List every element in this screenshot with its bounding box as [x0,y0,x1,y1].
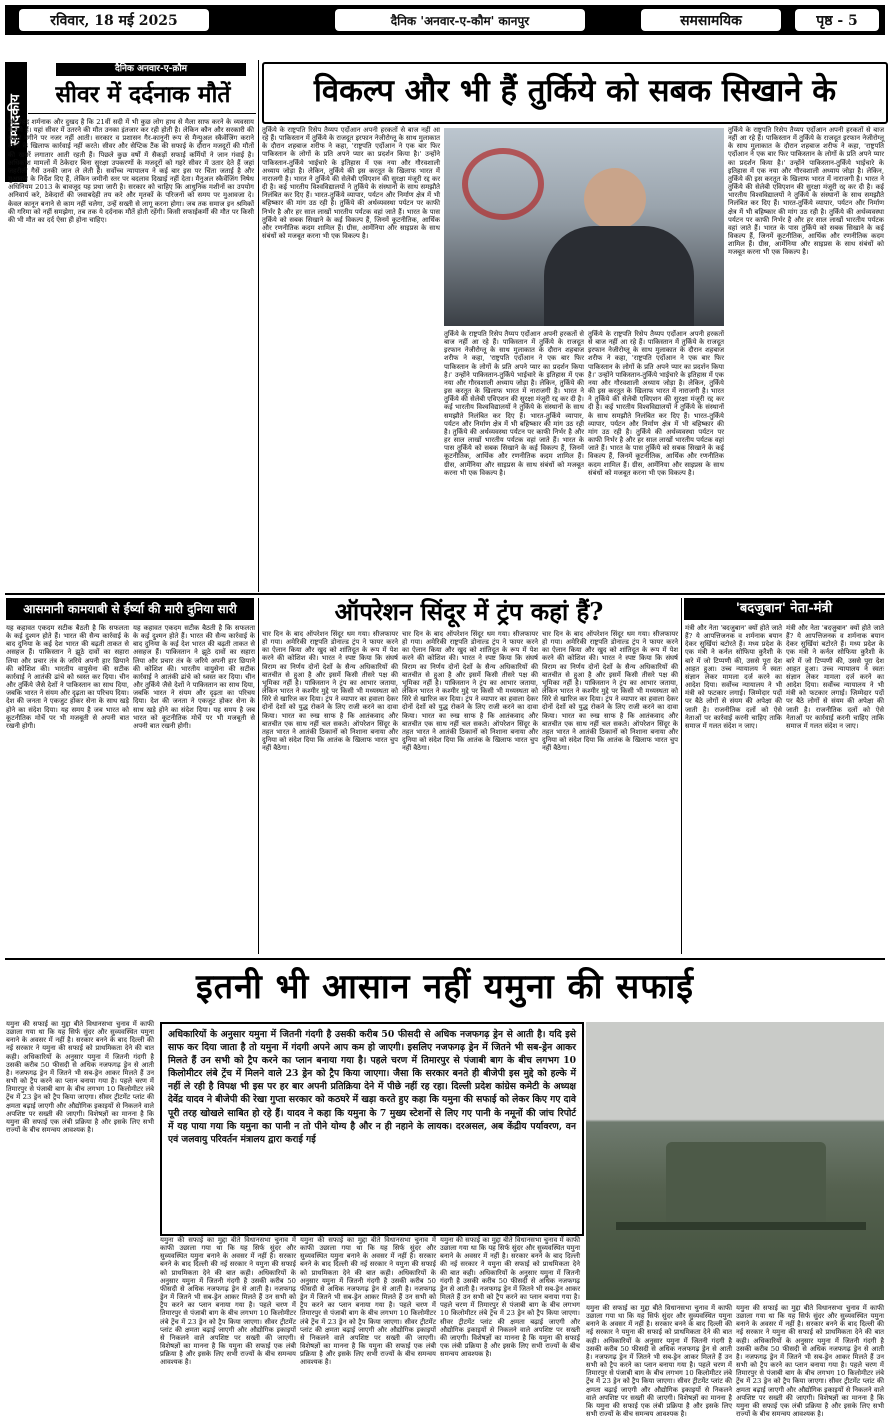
yamuna-body-col-3: यमुना की सफाई का मुद्दा बीते विधानसभा चुनाव में काफी उछाला गया था कि यह सिर्फ सुंदर और सुव्यवस्थित यमुना बनाने के अवसर में नहीं है। सरकार बनने के बाद दिल्ली की नई सरकार ने यमुना की सफाई को प्राथमिकता देने की बात कही। अधिकारियों के अनुसार यमुना में जितनी गंदगी है उसकी करीब 50 फीसदी से अधिक नजफगढ़ ड्रेन से आती है। नजफगढ़ ड्रेन में जितने भी सब-ड्रेन आकर मिलते हैं उन सभी को ट्रैप करने का प्लान बनाया गया है। पहले चरण में तिमारपुर से पंजाबी बाग के बीच लगभग 10 किलोमीटर लंबे ट्रेंच में 23 ड्रेन को ट्रैप किया जाएगा। सीवर ट्रीटमेंट प्लांट की क्षमता बढ़ाई जाएगी और औद्योगिक इकाइयों से निकलने वाले अपशिष्ट पर सख्ती की जाएगी। विशेषज्ञों का मानना है कि यमुना की सफाई एक लंबी प्रक्रिया है और इसके लिए सभी राज्यों के बीच समन्वय आवश्यक है। [300,1236,436,1367]
divider [28,113,256,114]
left-article-headline: आसमानी कामयाबी से ईर्ष्या की मारी दुनिया सारी [23,602,237,616]
right-article-headline: 'बदजुबान' नेता-मंत्री [735,601,833,616]
yamuna-body-col-5: यमुना की सफाई का मुद्दा बीते विधानसभा चुनाव में काफी उछाला गया था कि यह सिर्फ सुंदर और सुव्यवस्थित यमुना बनाने के अवसर में नहीं है। सरकार बनने के बाद दिल्ली की नई सरकार ने यमुना की सफाई को प्राथमिकता देने की बात कही। अधिकारियों के अनुसार यमुना में जितनी गंदगी है उसकी करीब 50 फीसदी से अधिक नजफगढ़ ड्रेन से आती है। नजफगढ़ ड्रेन में जितने भी सब-ड्रेन आकर मिलते हैं उन सभी को ट्रैप करने का प्लान बनाया गया है। पहले चरण में तिमारपुर से पंजाबी बाग के बीच लगभग 10 किलोमीटर लंबे ट्रेंच में 23 ड्रेन को ट्रैप किया जाएगा। सीवर ट्रीटमेंट प्लांट की क्षमता बढ़ाई जाएगी और औद्योगिक इकाइयों से निकलने वाले अपशिष्ट पर सख्ती की जाएगी। विशेषज्ञों का मानना है कि यमुना की सफाई एक लंबी प्रक्रिया है और इसके लिए सभी राज्यों के बीच समन्वय आवश्यक है। [586,1304,732,1418]
section-name: समसामयिक [641,9,781,31]
newspaper-name: दैनिक 'अनवार-ए-कौम' कानपुर [335,9,585,31]
lead-body-col-1: तुर्किये के राष्ट्रपति रिसेप तैय्यप एर्दोआन अपनी हरकतों से बाज नहीं आ रहे हैं। पाकिस्तान में तुर्किये के राजदूत इरफान नेजीरोग्लू के साथ मुलाकात के दौरान शहबाज शरीफ ने कहा, 'राष्ट्रपति एर्दोआन ने एक बार फिर पाकिस्तान के लोगों के प्रति अपने प्यार का प्रदर्शन किया है।' उन्होंने पाकिस्तान-तुर्किये भाईचारे के इतिहास में एक नया और गौरवशाली अध्याय जोड़ा है। लेकिन, तुर्किये की इस करतूत के खिलाफ भारत में नाराजगी है। भारत ने तुर्किये की सेलेबी एविएशन की सुरक्षा मंजूरी रद्द कर दी है। कई भारतीय विश्वविद्यालयों ने तुर्किये के संस्थानों के साथ समझौते निलंबित कर दिए हैं। भारत-तुर्किये व्यापार, पर्यटन और निर्माण क्षेत्र में भी बहिष्कार की मांग उठ रही है। तुर्किये की अर्थव्यवस्था पर्यटन पर काफी निर्भर है और हर साल लाखों भारतीय पर्यटक वहां जाते हैं। भारत के पास तुर्किये को सबक सिखाने के कई विकल्प हैं, जिनमें कूटनीतिक, आर्थिक और रणनीतिक कदम शामिल हैं। ग्रीस, आर्मेनिया और साइप्रस के साथ संबंधों को मजबूत करना भी एक विकल्प है। [262,126,440,241]
yamuna-body-col-1: यमुना की सफाई का मुद्दा बीते विधानसभा चुनाव में काफी उछाला गया था कि यह सिर्फ सुंदर और सुव्यवस्थित यमुना बनाने के अवसर में नहीं है। सरकार बनने के बाद दिल्ली की नई सरकार ने यमुना की सफाई को प्राथमिकता देने की बात कही। अधिकारियों के अनुसार यमुना में जितनी गंदगी है उसकी करीब 50 फीसदी से अधिक नजफगढ़ ड्रेन से आती है। नजफगढ़ ड्रेन में जितने भी सब-ड्रेन आकर मिलते हैं उन सभी को ट्रैप करने का प्लान बनाया गया है। पहले चरण में तिमारपुर से पंजाबी बाग के बीच लगभग 10 किलोमीटर लंबे ट्रेंच में 23 ड्रेन को ट्रैप किया जाएगा। सीवर ट्रीटमेंट प्लांट की क्षमता बढ़ाई जाएगी और औद्योगिक इकाइयों से निकलने वाले अपशिष्ट पर सख्ती की जाएगी। विशेषज्ञों का मानना है कि यमुना की सफाई एक लंबी प्रक्रिया है और इसके लिए सभी राज्यों के बीच समन्वय आवश्यक है। [6,1020,154,1135]
yamuna-body-col-6: यमुना की सफाई का मुद्दा बीते विधानसभा चुनाव में काफी उछाला गया था कि यह सिर्फ सुंदर और सुव्यवस्थित यमुना बनाने के अवसर में नहीं है। सरकार बनने के बाद दिल्ली की नई सरकार ने यमुना की सफाई को प्राथमिकता देने की बात कही। अधिकारियों के अनुसार यमुना में जितनी गंदगी है उसकी करीब 50 फीसदी से अधिक नजफगढ़ ड्रेन से आती है। नजफगढ़ ड्रेन में जितने भी सब-ड्रेन आकर मिलते हैं उन सभी को ट्रैप करने का प्लान बनाया गया है। पहले चरण में तिमारपुर से पंजाबी बाग के बीच लगभग 10 किलोमीटर लंबे ट्रेंच में 23 ड्रेन को ट्रैप किया जाएगा। सीवर ट्रीटमेंट प्लांट की क्षमता बढ़ाई जाएगी और औद्योगिक इकाइयों से निकलने वाले अपशिष्ट पर सख्ती की जाएगी। विशेषज्ञों का मानना है कि यमुना की सफाई एक लंबी प्रक्रिया है और इसके लिए सभी राज्यों के बीच समन्वय आवश्यक है। [736,1304,884,1418]
left-article-body-col-2: यह कहावत एकदम सटीक बैठती है कि सफलता के कई दुश्मन होते हैं। भारत की सैन्य कार्रवाई के बाद दुनिया के कई देश भारत की बढ़ती ताकत से असहज हैं। पाकिस्तान ने झूठे दावों का सहारा लिया और प्रचार तंत्र के जरिये अपनी हार छिपाने की कोशिश की। भारतीय वायुसेना की सटीक कार्रवाई ने आतंकी ढांचे को ध्वस्त कर दिया। चीन और तुर्किये जैसे देशों ने पाकिस्तान का साथ दिया, जबकि भारत ने संयम और दृढ़ता का परिचय दिया। देश की जनता ने एकजुट होकर सेना के साथ खड़े होने का संदेश दिया। यह समय है जब भारत को कूटनीतिक मोर्चे पर भी मजबूती से अपनी बात रखनी होगी। [133,624,255,730]
cleaning-machine [666,1142,826,1232]
right-article-headline-bar [684,598,884,620]
operation-body-col-1: चार दिन के बाद ऑपरेशन सिंदूर थम गया। सीजफायर हो गया। अमेरिकी राष्ट्रपति डोनाल्ड ट्रंप ने फायर करने का ऐलान किया और खुद को शांतिदूत के रूप में पेश करने की कोशिश की। भारत ने स्पष्ट किया कि संघर्ष विराम का निर्णय दोनों देशों के सैन्य अधिकारियों की बातचीत से हुआ है और इसमें किसी तीसरे पक्ष की भूमिका नहीं है। पाकिस्तान ने ट्रंप का आभार जताया, लेकिन भारत ने कश्मीर मुद्दे पर किसी भी मध्यस्थता को सिरे से खारिज कर दिया। ट्रंप ने व्यापार का हवाला देकर दोनों देशों को युद्ध रोकने के लिए राजी करने का दावा किया। भारत का रुख साफ है कि आतंकवाद और बातचीत एक साथ नहीं चल सकते। ऑपरेशन सिंदूर के तहत भारत ने आतंकी ठिकानों को निशाना बनाया और दुनिया को संदेश दिया कि आतंक के खिलाफ भारत चुप नहीं बैठेगा। [262,630,398,753]
page-number: पृष्ठ - 5 [795,9,879,31]
lead-body-col-4: तुर्किये के राष्ट्रपति रिसेप तैय्यप एर्दोआन अपनी हरकतों से बाज नहीं आ रहे हैं। पाकिस्तान में तुर्किये के राजदूत इरफान नेजीरोग्लू के साथ मुलाकात के दौरान शहबाज शरीफ ने कहा, 'राष्ट्रपति एर्दोआन ने एक बार फिर पाकिस्तान के लोगों के प्रति अपने प्यार का प्रदर्शन किया है।' उन्होंने पाकिस्तान-तुर्किये भाईचारे के इतिहास में एक नया और गौरवशाली अध्याय जोड़ा है। लेकिन, तुर्किये की इस करतूत के खिलाफ भारत में नाराजगी है। भारत ने तुर्किये की सेलेबी एविएशन की सुरक्षा मंजूरी रद्द कर दी है। कई भारतीय विश्वविद्यालयों ने तुर्किये के संस्थानों के साथ समझौते निलंबित कर दिए हैं। भारत-तुर्किये व्यापार, पर्यटन और निर्माण क्षेत्र में भी बहिष्कार की मांग उठ रही है। तुर्किये की अर्थव्यवस्था पर्यटन पर काफी निर्भर है और हर साल लाखों भारतीय पर्यटक वहां जाते हैं। भारत के पास तुर्किये को सबक सिखाने के कई विकल्प हैं, जिनमें कूटनीतिक, आर्थिक और रणनीतिक कदम शामिल हैं। ग्रीस, आर्मेनिया और साइप्रस के साथ संबंधों को मजबूत करना भी एक विकल्प है। [728,126,884,257]
right-article-body-col-2: मंत्री और नेता 'बदजुबान' क्यों होते जाते हैं? ये आपत्तिजनक व शर्मनाक बयान देकर सुर्खियां बटोरते हैं। मध्य प्रदेश के एक मंत्री ने कर्नल सोफिया कुरैशी के बारे में जो टिप्पणी की, उससे पूरा देश आहत हुआ। उच्च न्यायालय ने स्वतः संज्ञान लेकर मामला दर्ज करने का आदेश दिया। सर्वोच्च न्यायालय ने भी मंत्री को फटकार लगाई। जिम्मेदार पदों पर बैठे लोगों से संयम की अपेक्षा की जाती है। राजनीतिक दलों को ऐसे नेताओं पर कार्रवाई करनी चाहिए ताकि समाज में गलत संदेश न जाए। [786,624,884,730]
lead-photo [444,128,724,326]
lead-headline: विकल्प और भी हैं तुर्किये को सबक सिखाने के [313,73,837,109]
left-article-headline-bar [6,598,254,620]
yamuna-highlight-text: अधिकारियों के अनुसार यमुना में जितनी गंदगी है उसकी करीब 50 फीसदी से अधिक नजफगढ़ ड्रेन से आती है। यदि इसे साफ कर दिया जाता है तो यमुना में गंदगी अपने आप कम हो जाएगी। इसलिए नजफगढ़ ड्रेन में जितने भी सब-ड्रेन आकर मिलते हैं उन सभी को ट्रैप करने का प्लान बनाया गया है। पहले चरण में तिमारपुर से पंजाबी बाग के बीच लगभग 10 किलोमीटर लंबे ट्रेंच में मिलने वाले 23 ड्रेन को ट्रैप किया जाएगा। जैसा कि सरकार बनते ही बीजेपी इस मुद्दे को हल्के में नहीं ले रही है विपक्ष भी इस पर हर बार अपनी प्रतिक्रिया देने में पीछे नहीं रह रहा। दिल्ली प्रदेश कांग्रेस कमेटी के अध्यक्ष देवेंद्र यादव ने बीजेपी की रेखा गुप्ता सरकार को कठघरे में खड़ा करते हुए कहा कि यमुना की सफाई को लेकर किए गए दावे पूरी तरह खोखले साबित हो रहे हैं। यादव ने कहा कि यमुना के 7 मुख्य स्टेशनों से लिए गए पानी के नमूनों की जांच रिपोर्ट में यह पाया गया कि यमुना का पानी न तो पीने योग्य है और न ही नहाने के लायक। दरअसल, अब केंद्रीय पर्यावरण, वन एवं जलवायु परिवर्तन मंत्रालय द्वारा कराई गई [168,1029,576,1145]
yamuna-body-col-4: यमुना की सफाई का मुद्दा बीते विधानसभा चुनाव में काफी उछाला गया था कि यह सिर्फ सुंदर और सुव्यवस्थित यमुना बनाने के अवसर में नहीं है। सरकार बनने के बाद दिल्ली की नई सरकार ने यमुना की सफाई को प्राथमिकता देने की बात कही। अधिकारियों के अनुसार यमुना में जितनी गंदगी है उसकी करीब 50 फीसदी से अधिक नजफगढ़ ड्रेन से आती है। नजफगढ़ ड्रेन में जितने भी सब-ड्रेन आकर मिलते हैं उन सभी को ट्रैप करने का प्लान बनाया गया है। पहले चरण में तिमारपुर से पंजाबी बाग के बीच लगभग 10 किलोमीटर लंबे ट्रेंच में 23 ड्रेन को ट्रैप किया जाएगा। सीवर ट्रीटमेंट प्लांट की क्षमता बढ़ाई जाएगी और औद्योगिक इकाइयों से निकलने वाले अपशिष्ट पर सख्ती की जाएगी। विशेषज्ञों का मानना है कि यमुना की सफाई एक लंबी प्रक्रिया है और इसके लिए सभी राज्यों के बीच समन्वय आवश्यक है। [440,1236,580,1359]
section-divider [5,593,885,595]
column-divider [258,598,259,954]
yamuna-photo [586,1022,884,1300]
right-article-body-col-1: मंत्री और नेता 'बदजुबान' क्यों होते जाते हैं? ये आपत्तिजनक व शर्मनाक बयान देकर सुर्खियां बटोरते हैं। मध्य प्रदेश के एक मंत्री ने कर्नल सोफिया कुरैशी के बारे में जो टिप्पणी की, उससे पूरा देश आहत हुआ। उच्च न्यायालय ने स्वतः संज्ञान लेकर मामला दर्ज करने का आदेश दिया। सर्वोच्च न्यायालय ने भी मंत्री को फटकार लगाई। जिम्मेदार पदों पर बैठे लोगों से संयम की अपेक्षा की जाती है। राजनीतिक दलों को ऐसे नेताओं पर कार्रवाई करनी चाहिए ताकि समाज में गलत संदेश न जाए। [685,624,782,730]
person-body [544,226,694,326]
operation-body-col-3: चार दिन के बाद ऑपरेशन सिंदूर थम गया। सीजफायर हो गया। अमेरिकी राष्ट्रपति डोनाल्ड ट्रंप ने फायर करने का ऐलान किया और खुद को शांतिदूत के रूप में पेश करने की कोशिश की। भारत ने स्पष्ट किया कि संघर्ष विराम का निर्णय दोनों देशों के सैन्य अधिकारियों की बातचीत से हुआ है और इसमें किसी तीसरे पक्ष की भूमिका नहीं है। पाकिस्तान ने ट्रंप का आभार जताया, लेकिन भारत ने कश्मीर मुद्दे पर किसी भी मध्यस्थता को सिरे से खारिज कर दिया। ट्रंप ने व्यापार का हवाला देकर दोनों देशों को युद्ध रोकने के लिए राजी करने का दावा किया। भारत का रुख साफ है कि आतंकवाद और बातचीत एक साथ नहीं चल सकते। ऑपरेशन सिंदूर के तहत भारत ने आतंकी ठिकानों को निशाना बनाया और दुनिया को संदेश दिया कि आतंक के खिलाफ भारत चुप नहीं बैठेगा। [542,630,678,753]
lead-body-col-2: तुर्किये के राष्ट्रपति रिसेप तैय्यप एर्दोआन अपनी हरकतों से बाज नहीं आ रहे हैं। पाकिस्तान में तुर्किये के राजदूत इरफान नेजीरोग्लू के साथ मुलाकात के दौरान शहबाज शरीफ ने कहा, 'राष्ट्रपति एर्दोआन ने एक बार फिर पाकिस्तान के लोगों के प्रति अपने प्यार का प्रदर्शन किया है।' उन्होंने पाकिस्तान-तुर्किये भाईचारे के इतिहास में एक नया और गौरवशाली अध्याय जोड़ा है। लेकिन, तुर्किये की इस करतूत के खिलाफ भारत में नाराजगी है। भारत ने तुर्किये की सेलेबी एविएशन की सुरक्षा मंजूरी रद्द कर दी है। कई भारतीय विश्वविद्यालयों ने तुर्किये के संस्थानों के साथ समझौते निलंबित कर दिए हैं। भारत-तुर्किये व्यापार, पर्यटन और निर्माण क्षेत्र में भी बहिष्कार की मांग उठ रही है। तुर्किये की अर्थव्यवस्था पर्यटन पर काफी निर्भर है और हर साल लाखों भारतीय पर्यटक वहां जाते हैं। भारत के पास तुर्किये को सबक सिखाने के कई विकल्प हैं, जिनमें कूटनीतिक, आर्थिक और रणनीतिक कदम शामिल हैं। ग्रीस, आर्मेनिया और साइप्रस के साथ संबंधों को मजबूत करना भी एक विकल्प है। [444,330,584,477]
person-head [584,168,646,230]
operation-headline: ऑपरेशन सिंदूर में ट्रंप कहां हैं? [334,597,604,626]
backdrop-logo [462,148,544,220]
yamuna-body-col-2: यमुना की सफाई का मुद्दा बीते विधानसभा चुनाव में काफी उछाला गया था कि यह सिर्फ सुंदर और सुव्यवस्थित यमुना बनाने के अवसर में नहीं है। सरकार बनने के बाद दिल्ली की नई सरकार ने यमुना की सफाई को प्राथमिकता देने की बात कही। अधिकारियों के अनुसार यमुना में जितनी गंदगी है उसकी करीब 50 फीसदी से अधिक नजफगढ़ ड्रेन से आती है। नजफगढ़ ड्रेन में जितने भी सब-ड्रेन आकर मिलते हैं उन सभी को ट्रैप करने का प्लान बनाया गया है। पहले चरण में तिमारपुर से पंजाबी बाग के बीच लगभग 10 किलोमीटर लंबे ट्रेंच में 23 ड्रेन को ट्रैप किया जाएगा। सीवर ट्रीटमेंट प्लांट की क्षमता बढ़ाई जाएगी और औद्योगिक इकाइयों से निकलने वाले अपशिष्ट पर सख्ती की जाएगी। विशेषज्ञों का मानना है कि यमुना की सफाई एक लंबी प्रक्रिया है और इसके लिए सभी राज्यों के बीच समन्वय आवश्यक है। [160,1236,296,1367]
left-article-body-col-1: यह कहावत एकदम सटीक बैठती है कि सफलता के कई दुश्मन होते हैं। भारत की सैन्य कार्रवाई के बाद दुनिया के कई देश भारत की बढ़ती ताकत से असहज हैं। पाकिस्तान ने झूठे दावों का सहारा लिया और प्रचार तंत्र के जरिये अपनी हार छिपाने की कोशिश की। भारतीय वायुसेना की सटीक कार्रवाई ने आतंकी ढांचे को ध्वस्त कर दिया। चीन और तुर्किये जैसे देशों ने पाकिस्तान का साथ दिया, जबकि भारत ने संयम और दृढ़ता का परिचय दिया। देश की जनता ने एकजुट होकर सेना के साथ खड़े होने का संदेश दिया। यह समय है जब भारत को कूटनीतिक मोर्चे पर भी मजबूती से अपनी बात रखनी होगी। [6,624,129,730]
editorial-title: सीवर में दर्दनाक मौतें [55,81,231,108]
column-divider [681,598,682,954]
issue-date: रविवार, 18 मई 2025 [19,9,209,31]
yamuna-highlight-box [160,1022,584,1236]
operation-body-col-2: चार दिन के बाद ऑपरेशन सिंदूर थम गया। सीजफायर हो गया। अमेरिकी राष्ट्रपति डोनाल्ड ट्रंप ने फायर करने का ऐलान किया और खुद को शांतिदूत के रूप में पेश करने की कोशिश की। भारत ने स्पष्ट किया कि संघर्ष विराम का निर्णय दोनों देशों के सैन्य अधिकारियों की बातचीत से हुआ है और इसमें किसी तीसरे पक्ष की भूमिका नहीं है। पाकिस्तान ने ट्रंप का आभार जताया, लेकिन भारत ने कश्मीर मुद्दे पर किसी भी मध्यस्थता को सिरे से खारिज कर दिया। ट्रंप ने व्यापार का हवाला देकर दोनों देशों को युद्ध रोकने के लिए राजी करने का दावा किया। भारत का रुख साफ है कि आतंकवाद और बातचीत एक साथ नहीं चल सकते। ऑपरेशन सिंदूर के तहत भारत ने आतंकी ठिकानों को निशाना बनाया और दुनिया को संदेश दिया कि आतंक के खिलाफ भारत चुप नहीं बैठेगा। [402,630,538,753]
yamuna-headline: इतनी भी आसान नहीं यमुना की सफाई [196,967,694,1007]
editorial-body: यह बेहद शर्मनाक और दुखद है कि 21वीं सदी में भी कुछ लोग हाथ से मैला साफ करने के व्यवसाय में लगे हैं। यहां सीवर में उतरने की मौत उनका इंतजार कर रही होती है। लेकिन कौन और सरकारी की सबसे नगीने पर नजर नहीं आती। सरकार व प्रशासन गैर-कानूनी रूप से मैन्युअल स्कैवेंजिंग कराने वालों के खिलाफ कार्रवाई नहीं करते। सीवर और सेप्टिक टैंक की सफाई के दौरान मजदूरों की मौतों की खबरें लगातार आती रहती हैं। पिछले कुछ वर्षों में सैकड़ों सफाई कर्मियों ने जान गंवाई है। अधिकांश मामलों में ठेकेदार बिना सुरक्षा उपकरणों के मजदूरों को गहरे सीवर में उतार देते हैं जहां जहरीली गैसें उनकी जान ले लेती हैं। सर्वोच्च न्यायालय ने कई बार इस पर चिंता जताई है और मुआवजे के निर्देश दिए हैं, लेकिन जमीनी स्तर पर बदलाव दिखाई नहीं देता। मैनुअल स्कैवेंजिंग निषेध अधिनियम 2013 के बावजूद यह प्रथा जारी है। सरकार को चाहिए कि आधुनिक मशीनों का उपयोग अनिवार्य करे, ठेकेदारों की जवाबदेही तय करे और मृतकों के परिजनों को समय पर मुआवजा दे। केवल कानून बनाने से काम नहीं चलेगा, उन्हें सख्ती से लागू करना होगा। जब तक समाज इन श्रमिकों की गरिमा को नहीं समझेगा, तब तक ये दर्दनाक मौतें होती रहेंगी। किसी सफाईकर्मी की मौत पर किसी की भी मौत का दर्द ऐसा ही होना चाहिए। [8,118,254,224]
column-divider [258,60,259,592]
editorial-label-text: सम्पादकीय [8,94,23,146]
lead-body-col-3: तुर्किये के राष्ट्रपति रिसेप तैय्यप एर्दोआन अपनी हरकतों से बाज नहीं आ रहे हैं। पाकिस्तान में तुर्किये के राजदूत इरफान नेजीरोग्लू के साथ मुलाकात के दौरान शहबाज शरीफ ने कहा, 'राष्ट्रपति एर्दोआन ने एक बार फिर पाकिस्तान के लोगों के प्रति अपने प्यार का प्रदर्शन किया है।' उन्होंने पाकिस्तान-तुर्किये भाईचारे के इतिहास में एक नया और गौरवशाली अध्याय जोड़ा है। लेकिन, तुर्किये की इस करतूत के खिलाफ भारत में नाराजगी है। भारत ने तुर्किये की सेलेबी एविएशन की सुरक्षा मंजूरी रद्द कर दी है। कई भारतीय विश्वविद्यालयों ने तुर्किये के संस्थानों के साथ समझौते निलंबित कर दिए हैं। भारत-तुर्किये व्यापार, पर्यटन और निर्माण क्षेत्र में भी बहिष्कार की मांग उठ रही है। तुर्किये की अर्थव्यवस्था पर्यटन पर काफी निर्भर है और हर साल लाखों भारतीय पर्यटक वहां जाते हैं। भारत के पास तुर्किये को सबक सिखाने के कई विकल्प हैं, जिनमें कूटनीतिक, आर्थिक और रणनीतिक कदम शामिल हैं। ग्रीस, आर्मेनिया और साइप्रस के साथ संबंधों को मजबूत करना भी एक विकल्प है। [588,330,724,477]
masthead-bar [5,5,885,35]
section-divider [5,958,885,960]
water-surface [616,1222,866,1230]
editorial-byline: दैनिक अनवार-ए-क़ौम [56,63,246,76]
lead-headline-box [262,62,888,124]
